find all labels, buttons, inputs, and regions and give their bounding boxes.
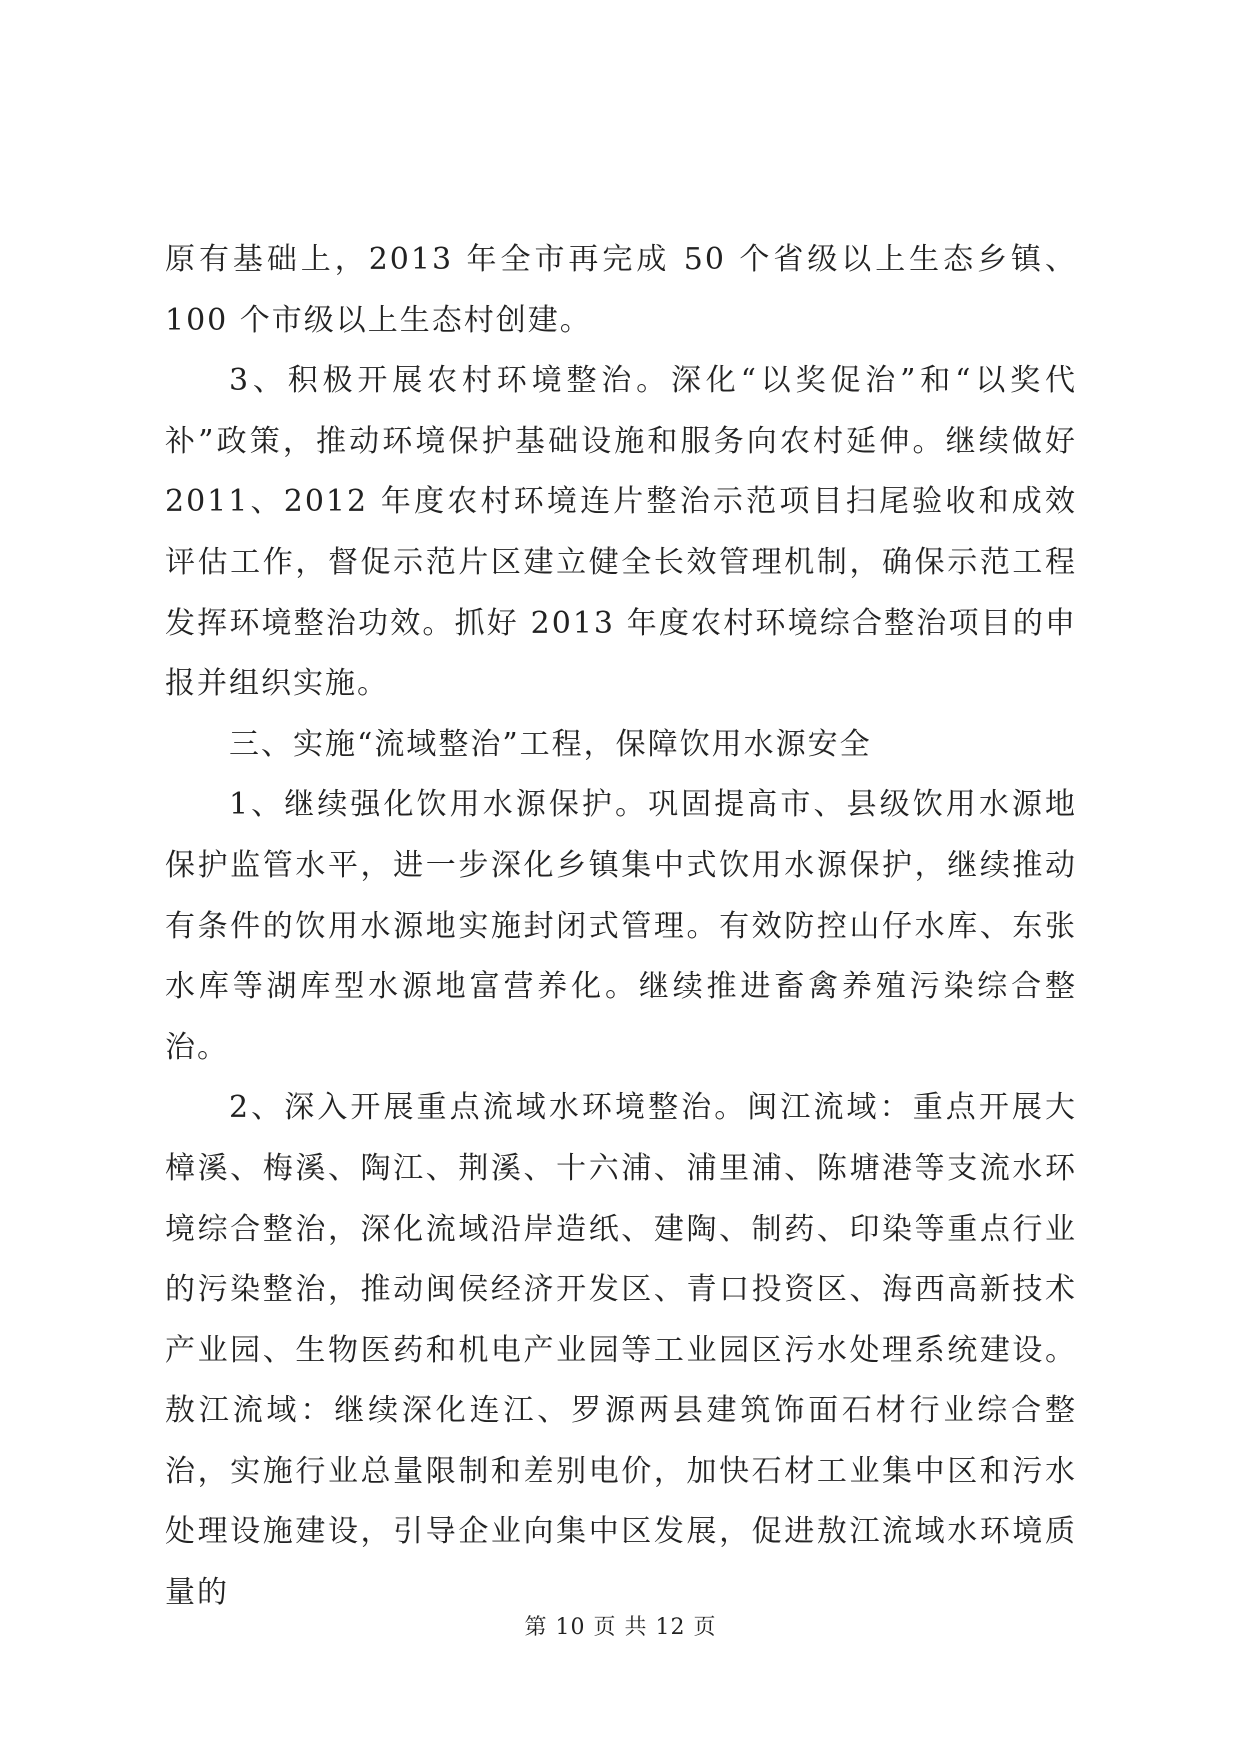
paragraph-rural-environment: 3、积极开展农村环境整治。深化“以奖促治”和“以奖代补”政策，推动环境保护基础设施和服务向农村延伸。继续做好 2011、2012 年度农村环境连片整治示范项目扫尾验收和成效评估工作，督促示范片区建立健全长效管理机制，确保示范工程发挥环境整治功效。抓好 2013 年度农村环境综合整治项目的申报并组织实施。: [165, 363, 1077, 702]
body-text: [165, 230, 1077, 1624]
section-heading: 三、实施“流域整治”工程，保障饮用水源安全: [229, 726, 872, 762]
page-number-footer: 第 10 页 共 12 页: [524, 1615, 717, 1640]
paragraph-water-source: 1、继续强化饮用水源保护。巩固提高市、县级饮用水源地保护监管水平，进一步深化乡镇集中式饮用水源保护，继续推动有条件的饮用水源地实施封闭式管理。有效防控山仔水库、东张水库等湖库型水源地富营养化。继续推进畜禽养殖污染综合整治。: [165, 787, 1077, 1065]
paragraph-basin-remediation: 2、深入开展重点流域水环境整治。闽江流域：重点开展大樟溪、梅溪、陶江、荆溪、十六浦、浦里浦、陈塘港等支流水环境综合整治，深化流域沿岸造纸、建陶、制药、印染等重点行业的污染整治，推动闽侯经济开发区、青口投资区、海西高新技术产业园、生物医药和机电产业园等工业园区污水处理系统建设。敖江流域：继续深化连江、罗源两县建筑饰面石材行业综合整治，实施行业总量限制和差别电价，加快石材工业集中区和污水处理设施建设，引导企业向集中区发展，促进敖江流域水环境质量的: [165, 1090, 1077, 1611]
paragraph-continuation: 原有基础上，2013 年全市再完成 50 个省级以上生态乡镇、100 个市级以上生态村创建。: [165, 242, 1077, 338]
